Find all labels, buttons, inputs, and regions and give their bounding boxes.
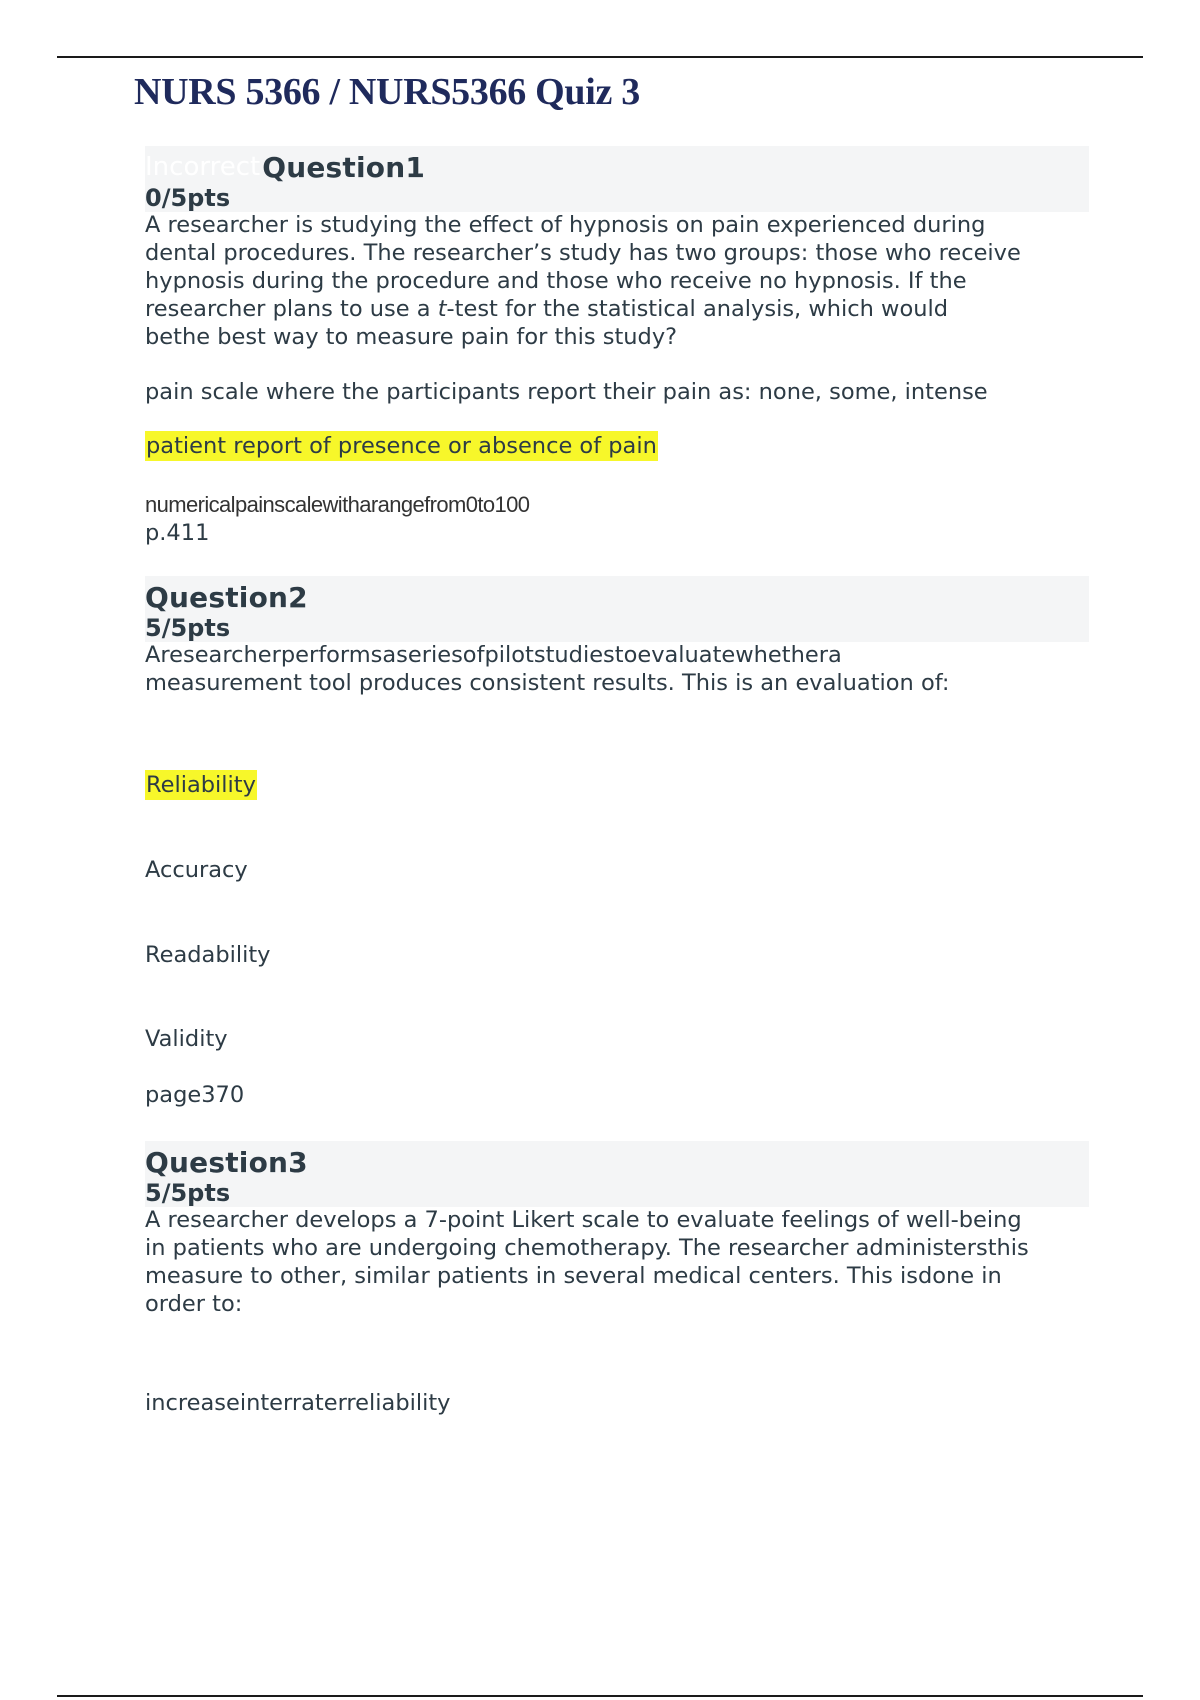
question-1-prompt bbox=[145, 211, 1095, 351]
question-1-prompt-line: dental procedures. The researcher’s study has two groups: those who receive bbox=[145, 240, 1021, 266]
question-3-prompt-line: in patients who are undergoing chemotherapy. The researcher administersthis bbox=[145, 1235, 1029, 1261]
question-2-prompt bbox=[145, 641, 1095, 697]
question-1-prompt-line: hypnosis during the procedure and those who receive no hypnosis. If the bbox=[145, 268, 967, 294]
question-3-points: 5/5pts bbox=[145, 1179, 231, 1207]
prompt-text-segment: -test for the statistical analysis, which would bbox=[446, 296, 949, 322]
question-3-answer-option[interactable]: increaseinterraterreliability bbox=[145, 1390, 451, 1416]
question-1-selected-answer[interactable]: patient report of presence or absence of pain bbox=[146, 433, 657, 459]
question-1-header bbox=[145, 146, 1089, 212]
question-3-prompt bbox=[145, 1206, 1095, 1318]
top-rule bbox=[57, 56, 1143, 58]
question-1-answer-option[interactable]: numericalpainscalewitharangefrom0to100 bbox=[145, 492, 530, 517]
question-1-prompt-line: bethe best way to measure pain for this study? bbox=[145, 324, 678, 350]
question-2-title-row bbox=[145, 580, 308, 614]
question-3-header bbox=[145, 1141, 1089, 1207]
question-3-title-row bbox=[145, 1145, 308, 1179]
question-2-points: 5/5pts bbox=[145, 614, 231, 642]
question-1-page-reference: p.411 bbox=[145, 520, 210, 546]
question-3-title: Question3 bbox=[145, 1145, 308, 1179]
t-test-italic: t bbox=[437, 296, 447, 322]
question-3-prompt-line: measure to other, similar patients in several medical centers. This isdone in bbox=[145, 1263, 1002, 1289]
prompt-text-segment: researcher plans to use a bbox=[145, 296, 438, 322]
question-2-prompt-line: Aresearcherperformsaseriesofpilotstudiestoevaluatewhethera bbox=[145, 642, 842, 668]
question-1-answer-option[interactable]: pain scale where the participants report their pain as: none, some, intense bbox=[145, 379, 988, 405]
question-1-prompt-line bbox=[145, 295, 1095, 323]
bottom-rule bbox=[57, 1695, 1143, 1697]
question-2-header bbox=[145, 576, 1089, 642]
question-2-answer-option[interactable]: Accuracy bbox=[145, 857, 248, 883]
question-2-title: Question2 bbox=[145, 580, 308, 614]
question-1-title-row bbox=[145, 150, 425, 184]
question-1-title: Question1 bbox=[262, 150, 426, 184]
question-3-prompt-line: order to: bbox=[145, 1291, 243, 1317]
question-2-answer-option[interactable]: Readability bbox=[145, 942, 271, 968]
question-1-prompt-line: A researcher is studying the effect of hypnosis on pain experienced during bbox=[145, 212, 986, 238]
question-2-page-reference: page370 bbox=[145, 1082, 245, 1108]
question-2-prompt-line: measurement tool produces consistent results. This is an evaluation of: bbox=[145, 670, 950, 696]
question-1-points: 0/5pts bbox=[145, 184, 231, 212]
document-title: NURS 5366 / NURS5366 Quiz 3 bbox=[134, 71, 640, 113]
question-3-prompt-line: A researcher develops a 7-point Likert scale to evaluate feelings of well-being bbox=[145, 1207, 1022, 1233]
question-1-status-badge: Incorrect bbox=[145, 152, 261, 182]
question-2-selected-answer[interactable]: Reliability bbox=[146, 772, 256, 798]
question-2-answer-option[interactable]: Validity bbox=[145, 1026, 228, 1052]
